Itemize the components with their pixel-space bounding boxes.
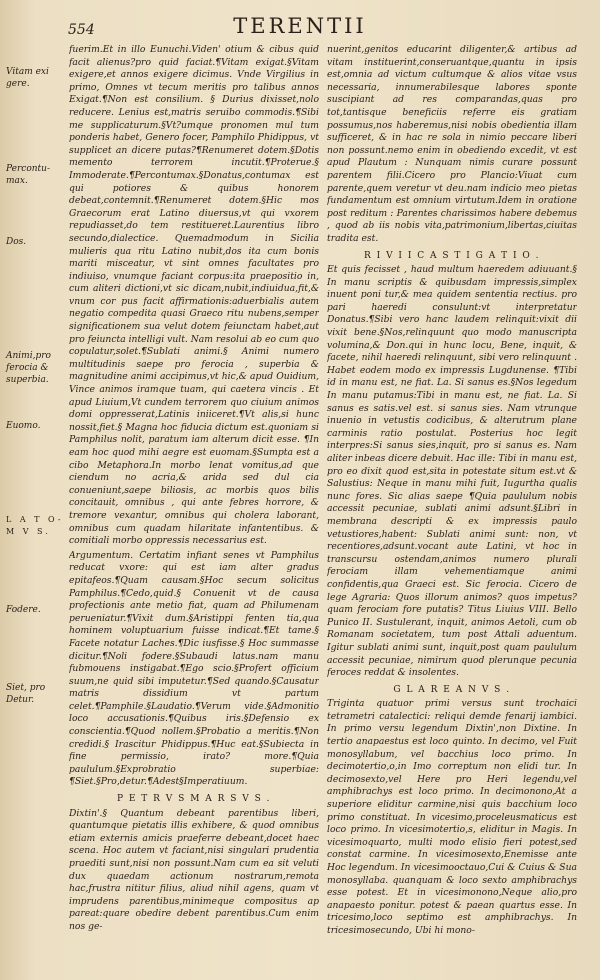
right-column <box>327 44 577 968</box>
margin-note: Percontu- max. <box>6 164 50 186</box>
paragraph: Dixtin'.§ Quantum debeant parentibus liberi, quantumque pietatis illis exhibere, & quod omnibus etiam externis amicis praeferre debeant,docet haec scena. Hoc autem vt faciant,nisi singulari prudentia praediti sunt,nisi non possunt.Nam cum ea sit veluti dux quaedam actionum nostrarum,remota hac,frustra nititur filius, aliud nihil agens, quam vt imprudens parentibus,minimeque compositus ap pareat:quare obedire debent parentibus.Cum enim nos ge- <box>69 807 319 932</box>
margin-note: Vitam exi gere. <box>6 67 49 89</box>
running-head: TERENTII <box>233 14 367 38</box>
left-column <box>69 44 319 968</box>
margin-notes <box>0 0 66 980</box>
section-heading: G L A R E A N V S . <box>393 684 511 695</box>
margin-note: L A T O- M V S. <box>6 515 64 536</box>
margin-note: Fodere. <box>6 605 41 615</box>
section-heading: P E T R V S M A R S V S . <box>116 794 272 805</box>
paragraph: fuerim.Et in illo Eunuchi.Viden' otium & cibus quid facit alienus?pro quid faciat.¶Vitam exigat.§Vitam exigere,et annos exigere dicimus. Vnde Virgilius in primo, Omnes vt tecum meritis pro talibus annos Exigat.¶Non est consilium. § Durius dixisset,nolo reducere. Lenius est,matris seruibo commodis.¶Sibi me supplicaturum.§Vt?umque pronomen mul tum ponderis habet, Genero focer, Pamphilo Phidippus, vt supplicet an dicere putas?¶Renumeret dotem.§Dotis memento terrorem incutit.¶Proterue.§ Immoderate.¶Percontumax.§Donatus,contumax est qui potiores & quibus honorem debeat,contemnit.¶Renumeret dotem.§Hic mos Graecorum erat Latino diuersus,vt qui vxorem repudiasset,do tem restitueret.Laurentius libro secundo,dialectice. Quemadmodum in Sicilia mulieris qua ritu Latino nubit,dos ita cum bonis mariti misceatur, vt sint omnes facultates pro indiuiso, vnumque faciant corpus:ita praepositio in, cum aliteri dictioni,vt sic dicam,nubit,indiuidua,fit,& vnum cor pus facit affirmationis:aduerbialis autem negatio compedita quasi Graeco ritu nubens,semper significationem sua velut dotem feiunctam habet,aut pro feiuncta intelligi vult. Nam resolui ab eo cum quo copulatur,solet.¶Sublati animi.§ Animi numero multitudinis saepe pro ferocia , superbia & magnitudine animi accipimus,vt hic,& apud Ouidium, Vince animos iramque tuam, qui caetera vincis . Et apud Liuium,Vt cundem terrorem quo ciuium animos domi oppresserat,Latinis iniiceret.¶Vt alis,si hunc nossit,fiet.§ Magna hoc fiducia dictum est.quoniam si Pamphilus nolit, paratum iam alterum dicit esse. ¶In eam hoc quod mihi aegre est euomam.§Sumpta est a cibo Metaphora.In morbo lenat vomitus,ad que ciendum no acria,& arida sed dul cia conueniunt,saepe biliosis, ac morbis quos bilis concitauit, omnibus , qui ante febres horrore, & tremore vexantur, omnibus qui cholera laborant, omnibus cum quadam hilaritate infantentibus. & comitiali morbo oppressis necessarius est. <box>69 44 319 547</box>
page-number: 554 <box>68 22 95 38</box>
paragraph: nuerint,genitos educarint diligenter,& artibus ad vitam instituerint,conseruantque,quantu in ipsis est,omnia ad victum cultumque & alios vitae vsus necessaria, innumerabilesque labores sponte suscipiant ad res comparandas,quas pro tot,tantisque beneficiis referre eis gratiam possumus,nos haberemus,nisi nobis obedientia illam sufficeret, & in hac re sola in nimio peccare liberi non possunt.nemo enim in obediendo excedit, vt est apud Plautum : Nunquam nimis curare possunt parentem filii.Cicero pro Plancio:Viuat cum parente,quem veretur vt deu.nam indicio meo pietas fundamentum est omnium virtutum.Idem in oratione post reditum : Parentes charissimos habere debemus , quod ab iis nobis vita,patrimonium,libertas,ciuitas tradita est. <box>327 44 577 244</box>
margin-note: Siet, pro Detur. <box>6 683 46 705</box>
margin-note: Dos. <box>6 237 27 247</box>
margin-note: Animi,pro ferocia & superbia. <box>6 351 51 385</box>
section-heading: R I V I I C A S T I G A T I O . <box>364 250 540 261</box>
paragraph: Triginta quatuor primi versus sunt trochaici tetrametri catalectici: reliqui demde fenarij iambici. In primo versu legendum Dixtin',non Dixtine. In tertio anapaestus est loco quinto. In decimo, vel Fuit monosyllabum, vel bacchius loco primo. In decimotertio,o,in Imo correptum non elidi tur. In decimosexto,vel Here pro Heri legendu,vel amphibrachys est loco primo. In decimonono,At a superiore eliditur carmine,nisi quis bacchium loco primo constituat. In vicesimo,proceleusmaticus est loco primo. In vicesimotertio,s, eliditur in Magis. In vicesimoquarto, multi modo elisio fieri potest,sed constat carmine. In vicesimosexto,Enemisse ante Hoc legendum. In vicesimooctauo,Cui & Cuius & Sua monosyllaba. quanquam & loco sexto amphibrachys esse potest. Et in vicesimonono,Neque alio,pro anapaesto ponitur. potest & paean quartus esse. In tricesimo,loco septimo est amphibrachys. In tricesimosecundo, Ubi hi mono- <box>327 698 577 936</box>
margin-note: Euomo. <box>6 421 41 431</box>
paragraph: Argumentum. Certatim infiant senes vt Pamphilus reducat vxore: qui est iam alter gradus epitafeos.¶Quam causam.§Hoc secum solicitus Pamphilus.¶Cedo,quid.§ Conuenit vt de causa profectionis ante metio fiat, quam ad Philumenam perueniatur.¶Vixit dum.§Aristippi fenten tia,qua hominem voluptuarium fuisse indicat.¶Et tame.§ Facete notatur Laches.¶Dic iusfisse.§ Hoc summasse dicitur.¶Noli fodere.§Subaudi latus.nam manu fubmouens instigabat.¶Ego scio.§Profert officium suum,ne quid sibi imputetur.¶Sed quando.§Causatur matris dissidium vt partum celet.¶Pamphile.§Laudatio.¶Verum vide.§Admonitio loco accusationis.¶Quibus iris.§Defensio ex conscientia.¶Quod nollem.§Probatio a meritis.¶Non credidi.§ Irascitur Phidippus.¶Huc eat.§Subiecta in fine permissio, irato? more.¶Quia paululum.§Exprobratio superbiae: ¶Siet.§Pro,detur.¶Adest§Imperatiuum. <box>69 549 319 788</box>
paragraph: Et quis fecisset , haud multum haeredem adiuuant.§ In manu scriptis & quibusdam impressis,simplex inuent poni tur,& mea quidem sententia rectius. pro pari haeredi consulunt:vt interpretatur Donatus.¶Sibi vero hanc laudem relinquit:vixit dii vixit bene.§Nos,relinquunt quo modo manuscripta volumina,& Don.qui in hunc locu, Bene, inquit, & facete, nihil haeredi relinquunt, sibi vero relinquunt . Habet eodem modo ex impressis Lugdunense. ¶Tibi id in manu est, ne fiat. La. Si sanus es.§Nos legedum In manu putamus:Tibi in manu est, ne fiat. La. Si sanus es satis.vel est. si sanus sies. Nam vtrunque inuenio in vetustis codicibus, & alterutrum plane carminis ratio postulat. Posterius hoc legit interpres:Si sanus sies,inquit, pro si sanus es. Nam aliter inbeas dicere debuit. Hac ille: Tibi in manu est, pro eo dixit quod est,sita in potestate situm est.vt & Salustius: Neque in manu mihi fuit, Iugurtha qualis nunc fores. Sic alias saepe ¶Quia paululum nobis accessit pecuniae, sublati animi adsunt.§Libri in membrana descripti & ex impressis paulo vetustiores,habent: Sublati animi sunt: non, vt recentiores,adsunt.vocant aute Latini, vt hoc in transcursu ostendam,animos numero plurali ferociam illam vehementiamque animi confidentis,qua Graeci est. Sic ferocia. Cicero de lege Agraria: Quos illorum animos? quos impetus? quam ferociam fore putatis? Titus Liuius VIII. Bello Punico II. Sustulerant, inquit, animos Aetoli, cum ob Romanam societatem, tum post Attali aduentum. Igitur sublati animi sunt, inquit,post quam paululum accessit pecuniae, nimirum quod plerunque pecunia feroces reddat & insolentes. <box>327 264 577 679</box>
